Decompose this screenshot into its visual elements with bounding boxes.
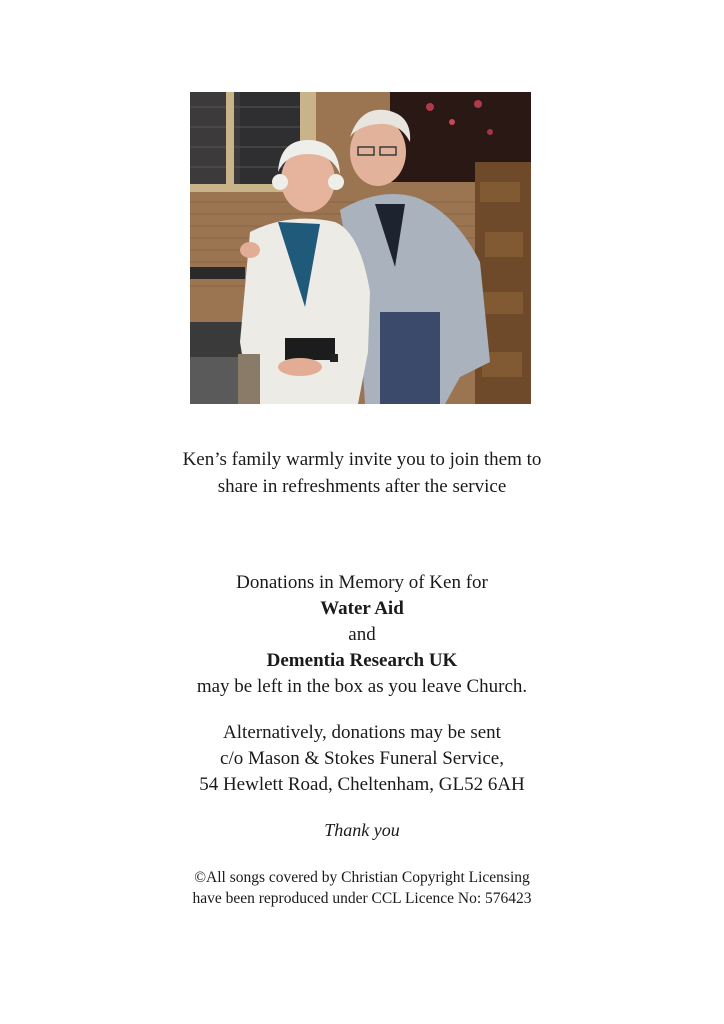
invite-line-2: share in refreshments after the service [217,476,507,497]
copyright-line-2: have been reproduced under CCL Licence No: 576423 [192,890,532,907]
donations-box-note: may be left in the box as you leave Church. [196,676,528,697]
thank-you: Thank you [324,820,400,840]
alt-line-3: 54 Hewlett Road, Cheltenham, GL52 6AH [199,774,525,795]
copyright-line-1: ©All songs covered by Christian Copyright Licensing [194,869,530,886]
alt-line-1: Alternatively, donations may be sent [223,722,501,743]
couple-photo [190,92,531,404]
alternative-donation-address [0,720,724,798]
couple-photo-illustration [190,92,531,404]
refreshments-invitation [0,446,724,500]
copyright-notice [0,867,724,909]
donations-intro: Donations in Memory of Ken for [236,572,488,593]
invite-line-1: Ken’s family warmly invite you to join them to [182,449,542,470]
donations-and: and [348,624,376,645]
donations-section [0,570,724,700]
alt-line-2: c/o Mason & Stokes Funeral Service, [220,748,504,769]
charity-water-aid: Water Aid [320,598,404,619]
charity-dementia-research: Dementia Research UK [266,650,458,671]
